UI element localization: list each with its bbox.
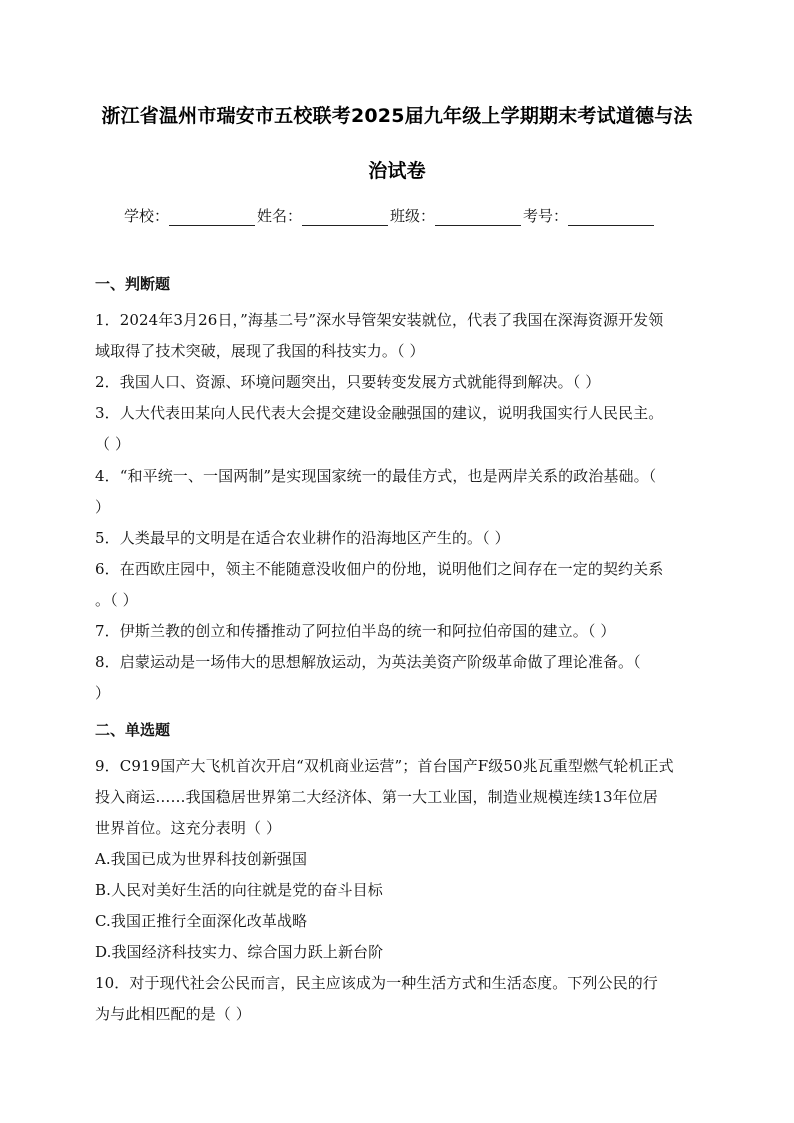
question-line: 世界首位。这充分表明（ ） (95, 819, 282, 837)
question-line: 2．我国人口、资源、环境问题突出，只要转变发展方式就能得到解决。（ ） (95, 373, 601, 391)
question-line: 4．“和平统一、一国两制”是实现国家统一的最佳方式，也是两岸关系的政治基础。（ (95, 467, 657, 485)
question-line: 投入商运……我国稳居世界第二大经济体、第一大工业国，制造业规模连续13年位居 (95, 788, 658, 806)
question-line: ） (95, 498, 111, 516)
name-blank[interactable] (302, 210, 388, 226)
name-label: 姓名： (257, 207, 303, 225)
question-line: 1．2024年3月26日，”海基二号”深水导管架安装就位，代表了我国在深海资源开发领 (95, 311, 664, 329)
question-line: 10．对于现代社会公民而言，民主应该成为一种生活方式和生活态度。下列公民的行 (95, 974, 658, 992)
class-label: 班级： (390, 207, 436, 225)
question-line: 7．伊斯兰教的创立和传播推动了阿拉伯半岛的统一和阿拉伯帝国的建立。（ ） (95, 622, 616, 640)
question-line: 3．人大代表田某向人民代表大会提交建设金融强国的建议，说明我国实行人民民主。 (95, 404, 664, 422)
class-blank[interactable] (435, 210, 521, 226)
question-line: ） (95, 684, 111, 702)
answer-option-a: A.我国已成为世界科技创新强国 (95, 850, 308, 868)
number-blank[interactable] (568, 210, 654, 226)
question-line: 域取得了技术突破，展现了我国的科技实力。（ ） (95, 342, 425, 360)
question-line: 为与此相匹配的是（ ） (95, 1005, 251, 1023)
exam-title-line-1: 浙江省温州市瑞安市五校联考2025届九年级上学期期末考试道德与法 (101, 105, 693, 127)
answer-option-b: B.人民对美好生活的向往就是党的奋斗目标 (95, 881, 383, 899)
section-title-judgment: 一、判断题 (95, 275, 171, 293)
school-field[interactable] (124, 205, 257, 226)
number-field[interactable] (523, 205, 656, 226)
question-line: 5．人类最早的文明是在适合农业耕作的沿海地区产生的。（ ） (95, 529, 510, 547)
question-line: （ ） (95, 435, 131, 453)
student-info-row (124, 204, 656, 226)
exam-title-line-2: 治试卷 (368, 160, 426, 182)
number-label: 考号： (523, 207, 569, 225)
question-line: 8．启蒙运动是一场伟大的思想解放运动，为英法美资产阶级革命做了理论准备。（ (95, 653, 641, 671)
question-line: 9．C919国产大飞机首次开启“双机商业运营”；首台国产F级50兆瓦重型燃气轮机正式 (95, 757, 674, 775)
answer-option-d: D.我国经济科技实力、综合国力跃上新台阶 (95, 943, 384, 961)
class-field[interactable] (390, 205, 523, 226)
name-field[interactable] (257, 205, 390, 226)
school-label: 学校： (124, 207, 170, 225)
question-line: 。（ ） (95, 591, 138, 609)
section-title-single-choice: 二、单选题 (95, 721, 171, 739)
answer-option-c: C.我国正推行全面深化改革战略 (95, 912, 308, 930)
school-blank[interactable] (169, 210, 255, 226)
question-line: 6．在西欧庄园中，领主不能随意没收佃户的份地，说明他们之间存在一定的契约关系 (95, 560, 664, 578)
